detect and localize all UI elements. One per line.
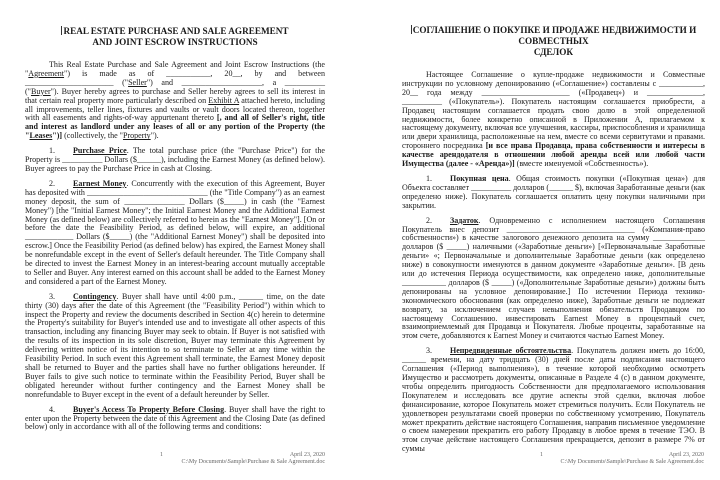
footer-row (160, 452, 325, 459)
footer-date: April 23, 2020 (668, 452, 704, 458)
intro-text: (collectively, the " (62, 131, 123, 141)
section-number: 1. (49, 146, 56, 156)
title-line-1 (25, 26, 325, 37)
defined-term-agreement: Agreement (28, 68, 65, 78)
document-title (25, 26, 325, 48)
section-body: . Concurrently with the execution of this Agreement, Buyer has deposited with ______________________________ (the "Title Company") as an earnest money deposit, the sum of _______________ Dollars ($_____) in cash (the "Earnest Money") [the "Initial Earnest Money"; the Initial Earnest Money and the Additional Earnest Money (as defined below) are collectively referred to herein as the "Earnest Money"]. [On or before the date the Feasibility Period, as defined below, will expire, an additional ____________ Dollars ($_____) (the "Additional Earnest Money") shall be deposited into escrow.] Once the Feasibility Period (as defined below) has expired, the Earnest Money shall be nonrefundable except in the event of Seller's default hereunder. The Title Company shall be directed to invest the Earnest Money in an interest-bearing account mutually acceptable to Seller and Buyer. Any interest earned on this account shall be added to the Earnest Money and considered a part of the Earnest Money. (25, 178, 325, 286)
intro-text: (вместе именуемой «Собственность»). (514, 159, 649, 169)
footer-date: April 23, 2020 (289, 452, 325, 458)
document-title (402, 25, 705, 58)
footer-file-path: C:\My Documents\Sample\Purchase & Sale Agreement.doc (181, 459, 325, 465)
section-1-purchase-price (402, 175, 705, 211)
exhibit-reference: Exhibit A (208, 95, 240, 105)
section-3-contingency (25, 293, 325, 400)
section-number: 1. (426, 173, 432, 183)
intro-text: "). Buyer hereby agrees to purchase and Seller hereby agrees to sell its interest in that certain real property more particularly described on (25, 86, 325, 105)
section-heading: Покупная цена (450, 173, 509, 183)
title-text-1: СОГЛАШЕНИЕ О ПОКУПКЕ И ПРОДАЖЕ НЕДВИЖИМОСТИ И СОВМЕСТНЫХ (412, 25, 697, 46)
section-heading: Contingency (73, 291, 117, 301)
section-body: . Общая стоимость покупки («Покупная цена») для Объекта составляет __________ долларов (______ $), включая Заработанные деньги (как определено ниже). Покупатель соглашается оплатить цену покупки наличными при закрытии. (402, 173, 705, 210)
section-number: 3. (426, 346, 432, 356)
section-number: 2. (49, 178, 56, 188)
page-footer (0, 452, 360, 466)
section-1-purchase-price (25, 147, 325, 174)
text-cursor (411, 25, 412, 34)
bracketed-lease-clause: [, and all of Seller's right, title and interest as landlord under any leases of all or any portion of the Property (the " (25, 113, 325, 141)
page-number: 1 (540, 452, 543, 458)
intro-text: attached hereto, including all improvements, teller lines, fixtures and vaults or vault doors located thereon, together with all easements and rights-of-way appurtenant thereto (25, 95, 325, 123)
bracketed-lease-clause: [и все права Продавца, права собственности и интересы в качестве арендодателя в отношении любой аренды всей или любой части Имущества (далее - «Аренда»)] (402, 141, 705, 169)
document-page-russian (360, 0, 720, 480)
section-body: . The total purchase price (the "Purchase Price") for the Property is __________ Dollars ($______), including the Earnest Money (as defined below). Buyer agrees to pay the Purchase Price in cash at Closing. (25, 146, 325, 173)
section-3-contingency (402, 347, 705, 454)
section-body: . Buyer shall have until 4:00 p.m., ______ time, on the date thirty (30) days after the date of this Agreement (the "Feasibility Period") within which to inspect the Property and review the documents described in Section 4(c) herein to determine the Property's suitability for Buyer's intended use and to investigate all other aspects of this transaction, including any financing Buyer may seek to obtain. If Buyer is not satisfied with the results of its inspection in its sole discretion, Buyer may terminate this Agreement by delivering written notice of its intention to so terminate to Seller at any time within the Feasibility Period. In such event this Agreement shall terminate, the Earnest Money deposit shall be returned to Buyer and the parties shall have no further obligations hereunder. If Buyer fails to give such notice to terminate within the Feasibility Period, Buyer shall be obligated hereunder without further contingency and the Earnest Money shall be nonrefundable to Buyer except in the event of a default hereunder by Seller. (25, 291, 325, 399)
intro-text: "). (150, 131, 159, 141)
footer-file-path: C:\My Documents\Sample\Purchase & Sale Agreement.doc (560, 459, 704, 465)
section-number: 3. (49, 291, 56, 301)
section-2-earnest-money (402, 217, 705, 342)
section-body: . Buyer shall have the right to enter upon the Property between the date of this Agreement and the Closing Date (as defined below) only in accordance with all of the following terms and conditions: (25, 404, 325, 432)
section-heading: Задаток (450, 215, 479, 225)
section-number: 4. (49, 404, 56, 414)
title-line-1 (402, 25, 705, 47)
title-line-2: СДЕЛОК (533, 47, 574, 57)
intro-text: ") is made as of ___________, 20__, by and between ______________________ (" (25, 68, 325, 87)
defined-term-seller: Seller (128, 77, 147, 87)
section-2-earnest-money (25, 180, 325, 287)
section-4-buyer-access (25, 406, 325, 433)
section-heading: Earnest Money (73, 178, 127, 188)
intro-text: Настоящее Соглашение о купле-продаже недвижимости и Совместные инструкции по условному депонированию («Соглашение») составлены с ___________, 20__ года между ______________________ («Продавец») и ______________, __________ («Покупатель»). Покупатель настоящим соглашается приобрести, а Продавец настоящим соглашается продать свою долю в этой определенной недвижимости, более конкретно описанной в Приложении А, прилагаемом к настоящему документу, включая все улучшения, кассиры, приспособления и хранилища или двери хранилища, расположенные на нем, вместе со всеми сервитутами и правами. стороннего посредника (402, 70, 705, 151)
defined-term-property: Property (122, 131, 151, 141)
page-number: 1 (160, 452, 163, 458)
intro-paragraph (402, 71, 705, 169)
intro-text: ") and ____________________, a __________ (" (25, 77, 325, 96)
section-heading: Непредвиденные обстоятельства (450, 346, 572, 356)
footer-row (540, 452, 704, 459)
defined-term-buyer: Buyer (30, 86, 51, 96)
section-number: 2. (426, 215, 432, 225)
intro-text: This Real Estate Purchase and Sale Agreement and Joint Escrow Instructions (the " (25, 60, 325, 78)
section-heading: Buyer's Access To Property Before Closing (73, 404, 225, 414)
section-body: . Одновременно с исполнением настоящего Соглашения Покупатель внес депозит ________________________________ («Компания-право собственности») в качестве залогового денежного депозита на сумму _____________ долларов ($ _____) наличными («Заработные деньги») [«Первоначальные Заработные деньги» «; Первоначальные и дополнительные Заработные деньги (как определено ниже) в совокупности именуются в данном документе «Заработные деньги». [В день или до истечения Периода осуществимости, как определено ниже, дополнительные ___________ долларов ($ _____) («Дополнительные Заработные деньги») должны быть депонированы на условное депонирование.] По истечении Периода технико-экономического обоснования (как определено ниже), Заработные деньги не подлежат возврату, за исключением случаев невыполнения обязательств Продавцом по настоящему Соглашению. инвестировать Earnest Money в процентный счет, взаимоприемлемый для Продавца и Покупателя. Любые проценты, заработанные на этом счете, добавляются к Earnest Money и считаются частью Earnest Money. (402, 215, 705, 341)
intro-paragraph (25, 61, 325, 141)
section-heading: Purchase Price (73, 146, 127, 156)
bracketed-lease-clause-end: ")] (52, 131, 63, 141)
title-line-2: AND JOINT ESCROW INSTRUCTIONS (92, 37, 258, 47)
defined-term-leases: Leases (29, 131, 53, 141)
section-body: . Покупатель должен иметь до 16:00, ______ времени, на дату тридцать (30) дней после даты подписания настоящего Соглашения («Период выполнения»), в течение которой необходимо осмотреть Имущество и рассмотреть документы, описанные в Разделе 4 (с) в данном документе, чтобы определить пригодность Собственности для предполагаемого использования Покупателем и исследовать все другие аспекты этой сделки, включая любое финансирование, которое Покупатель может стремиться получить. Если Покупатель не удовлетворен результатами своей проверки по собственному усмотрению, Покупатель может прекратить действие настоящего Соглашения, направив письменное уведомление о своем намерении прекратить его работу Продавцу в любое время в течение ТЭО. В этом случае действие настоящего Соглашения прекращается, депозит в размере 7% от суммы (402, 346, 706, 454)
page-footer (360, 452, 720, 466)
title-text-1: REAL ESTATE PURCHASE AND SALE AGREEMENT (63, 26, 289, 36)
